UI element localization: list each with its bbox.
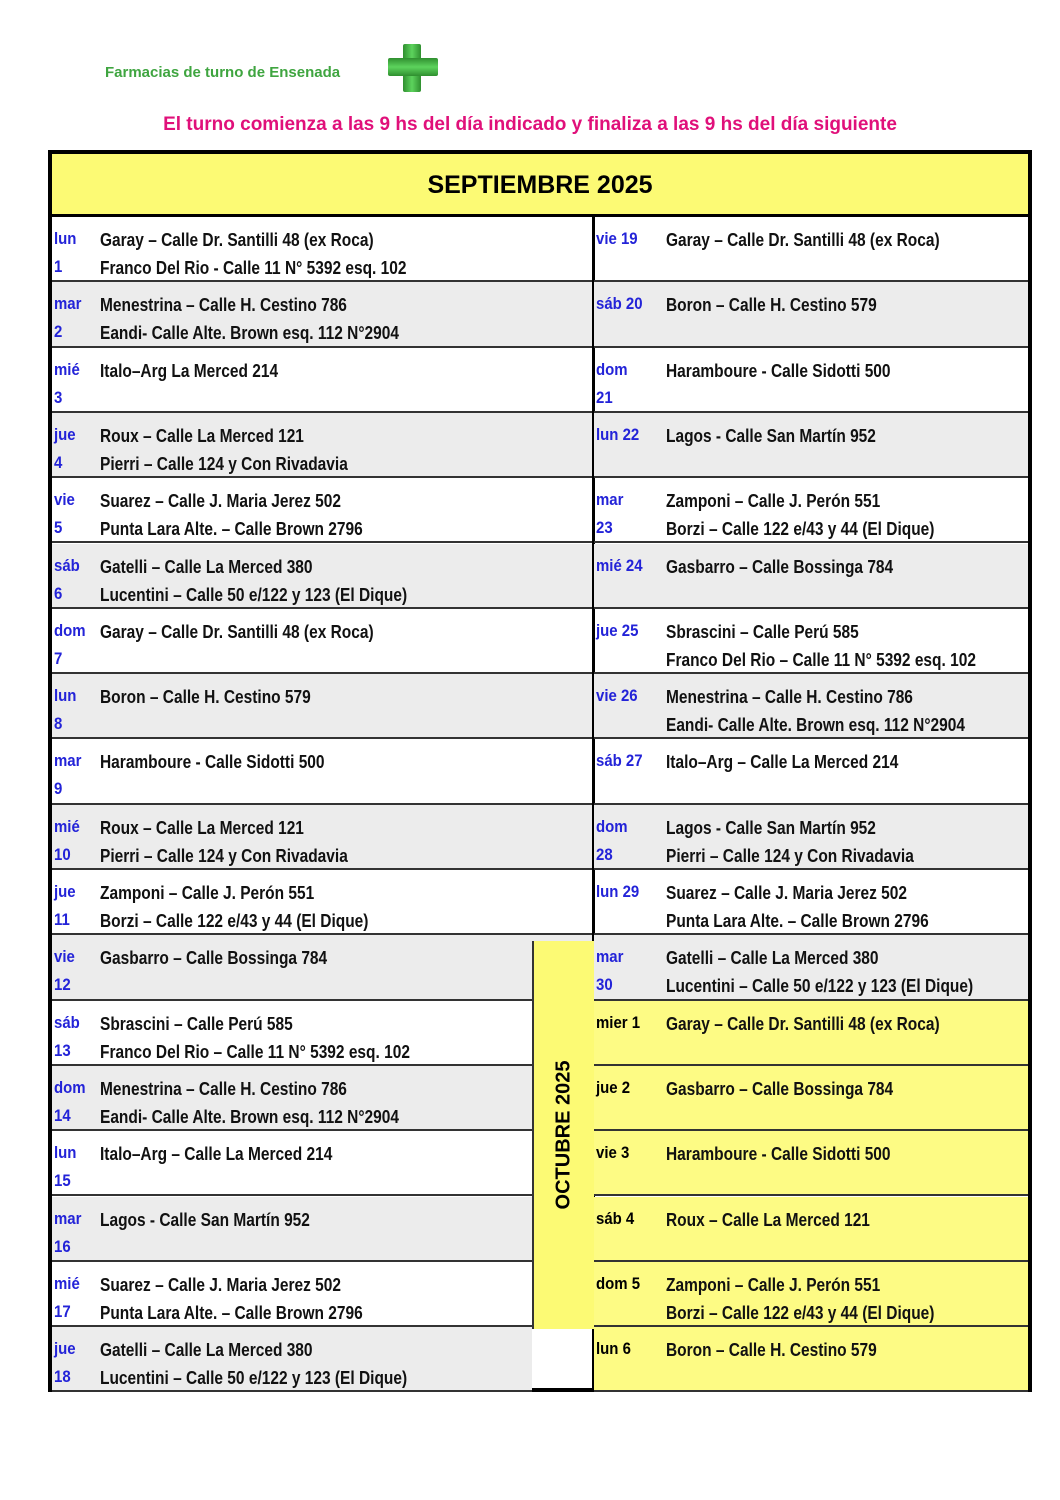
day-label: jue 2 (596, 1077, 631, 1097)
pharmacy-list (100, 683, 588, 711)
pharmacy-entry: Suarez – Calle J. Maria Jerez 502 (100, 491, 341, 512)
pharmacy-entry: Eandi- Calle Alte. Brown esq. 112 N°2904 (666, 715, 965, 736)
day-label: sáb 13 (54, 1012, 80, 1060)
pharmacy-entry: Punta Lara Alte. – Calle Brown 2796 (666, 911, 929, 931)
schedule-row (594, 1066, 1028, 1131)
schedule-row (594, 1001, 1028, 1066)
day-label: sáb 27 (596, 751, 643, 771)
schedule-row (594, 1131, 1028, 1196)
schedule-row (594, 870, 1028, 935)
pharmacy-entry: Zamponi – Calle J. Perón 551 (666, 1274, 881, 1295)
pharmacy-entry: Gatelli – Calle La Merced 380 (100, 556, 313, 577)
pharmacy-list (666, 618, 1024, 674)
day-label: mié 10 (54, 816, 80, 864)
pharmacy-entry: Punta Lara Alte. – Calle Brown 2796 (100, 519, 363, 540)
day-label: sáb 20 (596, 294, 643, 314)
pharmacy-entry: Gatelli – Calle La Merced 380 (666, 948, 879, 969)
pharmacy-entry: Pierri – Calle 124 y Con Rivadavia (666, 845, 914, 866)
pharmacy-list (666, 357, 1024, 385)
day-label: vie 12 (54, 947, 75, 995)
shift-notice: El turno comienza a las 9 hs del día indicado y finaliza a las 9 hs del día siguiente (163, 114, 897, 135)
pharmacy-list (666, 487, 1024, 543)
pharmacy-list (100, 748, 588, 776)
pharmacy-entry: Pierri – Calle 124 y Con Rivadavia (100, 845, 348, 866)
pharmacy-entry: Borzi – Calle 122 e/43 y 44 (El Dique) (100, 911, 369, 931)
pharmacy-entry: Lagos - Calle San Martín 952 (666, 425, 876, 446)
schedule-row (52, 870, 592, 935)
pharmacy-list (666, 944, 1024, 1000)
pharmacy-list (666, 1140, 1024, 1168)
day-label: mar 16 (54, 1208, 82, 1256)
pharmacy-entry: Borzi – Calle 122 e/43 y 44 (El Dique) (666, 519, 935, 540)
pharmacy-entry: Menestrina – Calle H. Cestino 786 (100, 1078, 347, 1099)
schedule-row (594, 805, 1028, 870)
pharmacy-list (666, 1206, 1024, 1234)
day-label: vie 26 (596, 686, 638, 706)
pharmacy-entry: Roux – Calle La Merced 121 (100, 817, 304, 838)
schedule-row (594, 674, 1028, 739)
schedule-row (594, 1197, 1028, 1262)
pharmacy-list (100, 553, 588, 609)
day-label: lun 8 (54, 686, 77, 734)
day-label: dom 28 (596, 816, 628, 864)
pharmacy-list (666, 291, 1024, 319)
pharmacy-list (666, 1075, 1024, 1103)
schedule-row (594, 413, 1028, 478)
pharmacy-entry: Eandi- Calle Alte. Brown esq. 112 N°2904 (100, 1106, 399, 1127)
pharmacy-list (100, 1271, 528, 1327)
schedule-row (52, 1262, 532, 1327)
day-label: sáb 4 (596, 1208, 635, 1228)
pharmacy-list (666, 879, 1024, 935)
pharmacy-list (100, 226, 588, 282)
duty-schedule-table (48, 150, 1032, 1392)
schedule-row (52, 217, 592, 282)
pharmacy-entry: Roux – Calle La Merced 121 (666, 1209, 870, 1230)
day-label: jue 18 (54, 1339, 76, 1387)
schedule-row (52, 805, 592, 870)
day-label: lun 1 (54, 229, 77, 276)
schedule-row (52, 674, 592, 739)
pharmacy-entry: Franco Del Rio – Calle 11 N° 5392 esq. 102 (666, 649, 976, 670)
pharmacy-list (100, 879, 588, 935)
schedule-row (594, 1262, 1028, 1327)
pharmacy-entry: Lucentini – Calle 50 e/122 y 123 (El Dique) (100, 584, 408, 605)
day-label: mar 9 (54, 751, 82, 799)
day-label: vie 3 (596, 1143, 630, 1163)
day-label: dom 14 (54, 1077, 86, 1125)
day-label: vie 5 (54, 490, 75, 538)
pharmacy-entry: Haramboure - Calle Sidotti 500 (100, 752, 325, 773)
pharmacy-list (100, 1206, 528, 1234)
pharmacy-list (100, 422, 588, 478)
pharmacy-entry: Franco Del Rio - Calle 11 N° 5392 esq. 102 (100, 258, 407, 278)
day-label: mié 17 (54, 1273, 80, 1321)
pharmacy-entry: Boron – Calle H. Cestino 579 (100, 687, 311, 708)
day-label: mié 3 (54, 359, 80, 407)
pharmacy-entry: Italo–Arg – Calle La Merced 214 (100, 1144, 333, 1165)
pharmacy-entry: Italo–Arg – Calle La Merced 214 (666, 752, 899, 773)
day-label: lun 15 (54, 1143, 77, 1191)
pharmacy-entry: Gasbarro – Calle Bossinga 784 (666, 556, 894, 577)
schedule-row (52, 739, 592, 804)
pharmacy-entry: Eandi- Calle Alte. Brown esq. 112 N°2904 (100, 323, 399, 344)
page-header-title: Farmacias de turno de Ensenada (105, 64, 341, 81)
pharmacy-list (100, 291, 588, 347)
pharmacy-list (100, 1010, 528, 1066)
schedule-row (594, 348, 1028, 413)
pharmacy-list (666, 553, 1024, 581)
october-band (532, 941, 594, 1329)
day-label: jue 4 (54, 424, 76, 472)
schedule-row (52, 544, 592, 609)
day-label: mar 23 (596, 490, 624, 538)
pharmacy-entry: Boron – Calle H. Cestino 579 (666, 295, 877, 316)
pharmacy-entry: Sbrascini – Calle Perú 585 (100, 1013, 293, 1034)
pharmacy-list (666, 422, 1024, 450)
day-label: lun 22 (596, 424, 640, 444)
pharmacy-entry: Menestrina – Calle H. Cestino 786 (100, 295, 347, 316)
day-label: dom 5 (596, 1273, 641, 1293)
day-label: mié 24 (596, 555, 643, 575)
pharmacy-entry: Suarez – Calle J. Maria Jerez 502 (666, 883, 907, 903)
schedule-row (594, 478, 1028, 543)
pharmacy-list (100, 487, 588, 543)
pharmacy-entry: Garay – Calle Dr. Santilli 48 (ex Roca) (100, 230, 374, 250)
schedule-row (52, 413, 592, 478)
pharmacy-cross-icon (388, 44, 438, 92)
pharmacy-entry: Lagos - Calle San Martín 952 (666, 817, 876, 838)
schedule-row (594, 739, 1028, 804)
pharmacy-entry: Gasbarro – Calle Bossinga 784 (666, 1078, 894, 1099)
pharmacy-entry: Roux – Calle La Merced 121 (100, 425, 304, 446)
schedule-row (594, 282, 1028, 347)
pharmacy-entry: Garay – Calle Dr. Santilli 48 (ex Roca) (666, 230, 940, 250)
day-label: jue 11 (54, 882, 76, 929)
pharmacy-list (100, 814, 588, 870)
pharmacy-list (100, 357, 588, 385)
pharmacy-entry: Lucentini – Calle 50 e/122 y 123 (El Dique) (100, 1368, 408, 1389)
pharmacy-entry: Haramboure - Calle Sidotti 500 (666, 360, 891, 381)
schedule-row (52, 1066, 532, 1131)
schedule-row (594, 935, 1028, 1000)
schedule-row (52, 1131, 532, 1196)
schedule-row (52, 282, 592, 347)
pharmacy-list (666, 226, 1024, 254)
day-label: vie 19 (596, 229, 638, 248)
pharmacy-entry: Garay – Calle Dr. Santilli 48 (ex Roca) (100, 621, 374, 642)
day-label: mar 2 (54, 294, 82, 342)
schedule-row (52, 935, 592, 1000)
pharmacy-list (100, 618, 588, 646)
pharmacy-list (666, 814, 1024, 870)
pharmacy-entry: Lucentini – Calle 50 e/122 y 123 (El Dique) (666, 976, 974, 997)
pharmacy-entry: Haramboure - Calle Sidotti 500 (666, 1144, 891, 1165)
pharmacy-entry: Franco Del Rio – Calle 11 N° 5392 esq. 102 (100, 1041, 410, 1062)
day-label: dom 7 (54, 620, 86, 668)
pharmacy-entry: Gasbarro – Calle Bossinga 784 (100, 948, 328, 969)
pharmacy-list (666, 1010, 1024, 1038)
day-label: jue 25 (596, 620, 639, 640)
schedule-row (594, 217, 1028, 282)
schedule-row (52, 1001, 532, 1066)
schedule-row (594, 544, 1028, 609)
pharmacy-list (100, 1075, 528, 1131)
pharmacy-entry: Gatelli – Calle La Merced 380 (100, 1340, 313, 1361)
pharmacy-entry: Boron – Calle H. Cestino 579 (666, 1340, 877, 1361)
pharmacy-entry: Suarez – Calle J. Maria Jerez 502 (100, 1274, 341, 1295)
pharmacy-list (100, 1336, 528, 1392)
schedule-row (52, 348, 592, 413)
pharmacy-list (666, 683, 1024, 739)
pharmacy-entry: Zamponi – Calle J. Perón 551 (100, 883, 315, 903)
schedule-row (594, 1327, 1028, 1392)
schedule-row (52, 609, 592, 674)
pharmacy-entry: Pierri – Calle 124 y Con Rivadavia (100, 453, 348, 474)
day-label: sáb 6 (54, 555, 80, 603)
october-label: OCTUBRE 2025 (552, 1060, 575, 1210)
schedule-row (52, 1327, 532, 1392)
day-label: lun 6 (596, 1339, 631, 1359)
pharmacy-entry: Sbrascini – Calle Perú 585 (666, 621, 859, 642)
pharmacy-entry: Garay – Calle Dr. Santilli 48 (ex Roca) (666, 1013, 940, 1034)
pharmacy-entry: Italo–Arg La Merced 214 (100, 360, 279, 381)
day-label: mier 1 (596, 1012, 641, 1032)
pharmacy-entry: Zamponi – Calle J. Perón 551 (666, 491, 881, 512)
month-title: SEPTIEMBRE 2025 (52, 154, 1028, 217)
day-label: lun 29 (596, 882, 640, 901)
pharmacy-list (666, 1271, 1024, 1327)
pharmacy-list (100, 1140, 528, 1168)
pharmacy-entry: Lagos - Calle San Martín 952 (100, 1209, 310, 1230)
pharmacy-list (666, 1336, 1024, 1364)
day-label: dom 21 (596, 359, 628, 407)
pharmacy-list (666, 748, 1024, 776)
pharmacy-list (100, 944, 588, 972)
pharmacy-entry: Menestrina – Calle H. Cestino 786 (666, 687, 913, 708)
pharmacy-entry: Borzi – Calle 122 e/43 y 44 (El Dique) (666, 1302, 935, 1323)
schedule-row (52, 478, 592, 543)
day-label: mar 30 (596, 947, 624, 995)
schedule-row (594, 609, 1028, 674)
schedule-row (52, 1197, 532, 1262)
pharmacy-entry: Punta Lara Alte. – Calle Brown 2796 (100, 1302, 363, 1323)
